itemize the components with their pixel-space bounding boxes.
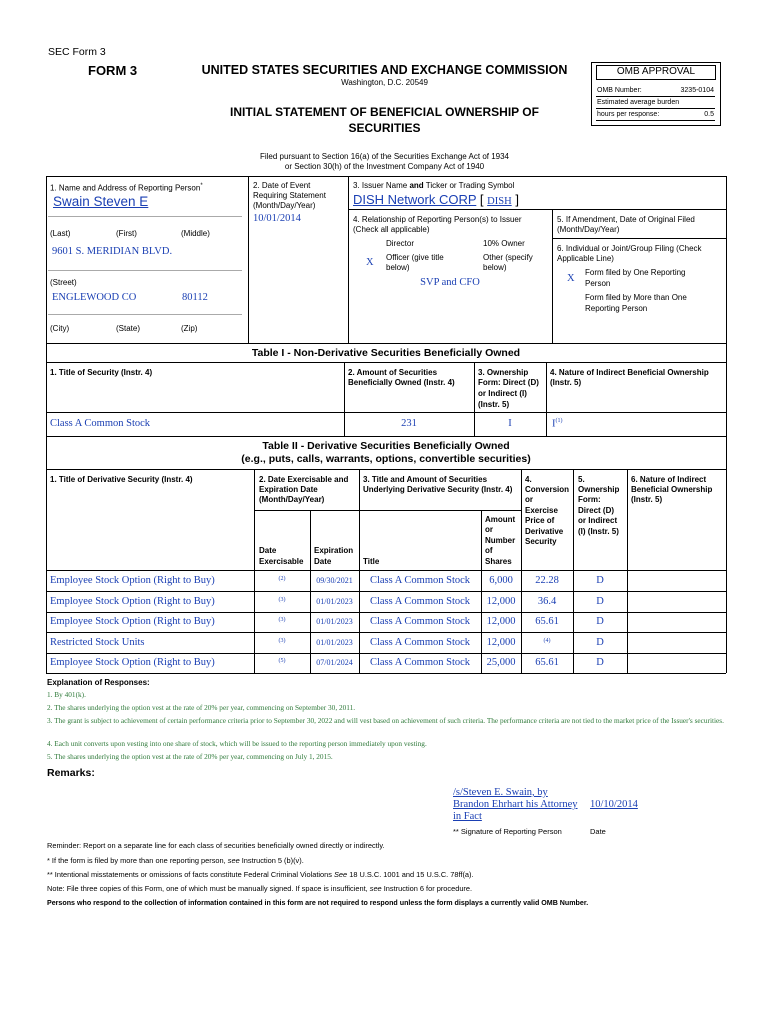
t2-col6-header-2: Beneficial Ownership [631, 485, 713, 494]
omb-title: OMB APPROVAL [616, 66, 696, 77]
city-value: ENGLEWOOD CO [52, 292, 137, 303]
explanation-note-5: 5. The shares underlying the option vest at the rate of 20% per year, commencing on July 1, 2015. [47, 752, 333, 761]
street-value: 9601 S. MERIDIAN BLVD. [52, 246, 173, 257]
t2-row-shares: 12,000 [486, 596, 516, 607]
ten-percent-owner-label: 10% Owner [483, 239, 525, 248]
t2-row-expiration: 09/30/2021 [316, 576, 353, 585]
t2-row-title: Class A Common Stock [369, 616, 471, 627]
t2-sub-date-1: Date [259, 546, 277, 555]
t2-sub-amount-4: of [485, 546, 493, 555]
t2-col5-header-6: (I) (Instr. 5) [578, 527, 619, 536]
t2-row-title: Class A Common Stock [369, 596, 471, 607]
t2-row-form: D [596, 616, 604, 627]
explanation-note-3: 3. The grant is subject to achievement of certain performance criteria prior to September 30, 2022 and will vest based on achievement of such criteria. The performance criteria are not tied to the market price of the Issuer's securities. [47, 716, 724, 725]
t1-col1-header: 1. Title of Security (Instr. 4) [50, 368, 153, 377]
reminder-text: Reminder: Report on a separate line for each class of securities beneficially owned directly or indirectly. [47, 841, 385, 850]
t2-col5-header-3: Form: [578, 495, 601, 504]
t2-col5-header-5: or Indirect [578, 516, 618, 525]
sec-form-label: SEC Form 3 [48, 46, 106, 58]
zip-value: 80112 [182, 292, 208, 303]
box2-label-2: Requiring Statement [253, 191, 326, 200]
city-label: (City) [50, 324, 70, 333]
officer-check-mark: X [366, 257, 374, 268]
explanation-note-1: 1. By 401(k). [47, 690, 86, 699]
form-title: FORM 3 [88, 63, 138, 78]
director-label: Director [386, 239, 415, 248]
remarks-heading: Remarks: [47, 767, 95, 779]
t2-col4-header-1: 4. [525, 475, 532, 484]
t2-row-exercisable: (5) [278, 658, 286, 664]
t2-col1-header: 1. Title of Derivative Security (Instr. 4) [50, 475, 193, 484]
t2-row-form: D [596, 596, 604, 607]
box4-label-1: 4. Relationship of Reporting Person(s) to Issuer [353, 215, 522, 224]
footer-note-3: Note: File three copies of this Form, one of which must be manually signed. If space is insufficient, see Instruction 6 for procedure. [47, 884, 473, 893]
t1-col2-header-2: Beneficially Owned (Instr. 4) [348, 378, 455, 387]
street-label: (Street) [50, 278, 77, 287]
t2-col6-header-1: 6. Nature of Indirect [631, 475, 707, 484]
table1-title: Table I - Non-Derivative Securities Beneficially Owned [251, 347, 521, 359]
t1-row-amount: 231 [401, 418, 417, 429]
t2-sub-amount-5: Shares [485, 557, 512, 566]
t2-col5-header-1: 5. [578, 475, 585, 484]
location: Washington, D.C. 20549 [341, 78, 428, 87]
t2-col4-header-3: or [525, 495, 533, 504]
t2-col5-header-2: Ownership [578, 485, 620, 494]
t2-col2-header-3: (Month/Day/Year) [259, 495, 325, 504]
more-person-label-1: Form filed by More than One [585, 293, 687, 302]
t2-col4-header-6: Derivative [525, 527, 564, 536]
commission-title: UNITED STATES SECURITIES AND EXCHANGE COMMISSION [201, 63, 568, 77]
t2-col2-header-2: Expiration Date [259, 485, 318, 494]
t2-row-title: Class A Common Stock [369, 575, 471, 586]
t2-row-security: Employee Stock Option (Right to Buy) [50, 575, 215, 586]
footer-note-2: ** Intentional misstatements or omissions of facts constitute Federal Criminal Violations See 18 U.S.C. 1001 and 15 U.S.C. 78ff(a). [47, 870, 474, 879]
ticker-open-bracket: [ [479, 192, 484, 207]
t1-row-form: I [508, 418, 512, 429]
omb-number-label: OMB Number: [597, 87, 642, 94]
more-person-label-2: Reporting Person [585, 304, 648, 313]
t2-row-security: Employee Stock Option (Right to Buy) [50, 616, 215, 627]
t2-row-form: D [596, 657, 604, 668]
t2-sub-amount-2: or [485, 525, 493, 534]
t2-row-exercisable: (2) [278, 576, 286, 582]
t2-col2-header-1: 2. Date Exercisable and [259, 475, 349, 484]
t2-row-price: 65.61 [535, 616, 559, 627]
event-date-value: 10/01/2014 [253, 213, 301, 224]
explanation-note-4: 4. Each unit converts upon vesting into one share of stock, which will be issued to the reporting person immediately upon vesting. [47, 739, 427, 748]
t2-row-security: Employee Stock Option (Right to Buy) [50, 596, 215, 607]
ticker-link[interactable]: DISH [487, 196, 512, 207]
footer-note-1: * If the form is filed by more than one reporting person, see Instruction 5 (b)(v). [47, 856, 304, 865]
explanation-note-2: 2. The shares underlying the option vest at the rate of 20% per year, commencing on September 30, 2011. [47, 703, 356, 712]
t1-col4-header-1: 4. Nature of Indirect Beneficial Ownership [550, 368, 709, 377]
omb-hours-value: 0.5 [704, 111, 714, 118]
t2-sub-amount-3: Number [485, 536, 516, 545]
t2-row-expiration: 01/01/2023 [316, 617, 353, 626]
t2-row-exercisable: (3) [278, 597, 286, 603]
one-person-label-1: Form filed by One Reporting [585, 268, 686, 277]
box6-label-1: 6. Individual or Joint/Group Filing (Check [557, 244, 702, 253]
t2-row-shares: 25,000 [486, 657, 516, 668]
officer-title-value: SVP and CFO [420, 277, 480, 288]
issuer-line [353, 192, 519, 207]
t2-row-price: 65.61 [535, 657, 559, 668]
box4-label-2: (Check all applicable) [353, 225, 430, 234]
officer-label-1: Officer (give title [386, 253, 444, 262]
first-label: (First) [116, 229, 137, 238]
statement-title-2: SECURITIES [348, 121, 421, 135]
t2-row-expiration: 01/01/2023 [316, 597, 353, 606]
middle-label: (Middle) [181, 229, 210, 238]
reporting-person-name[interactable]: Swain Steven E [53, 194, 149, 209]
omb-burden-label: Estimated average burden [597, 99, 680, 106]
zip-label: (Zip) [181, 324, 198, 333]
table2-title-2: (e.g., puts, calls, warrants, options, convertible securities) [241, 453, 531, 465]
t2-col5-header-4: Direct (D) [578, 506, 615, 515]
box3-label: 3. Issuer Name and Ticker or Trading Symbol [353, 181, 515, 190]
t1-col3-header-1: 3. Ownership [478, 368, 529, 377]
other-label-1: Other (specify [483, 253, 533, 262]
state-label: (State) [116, 324, 141, 333]
t2-row-exercisable: (3) [278, 638, 286, 644]
officer-label-2: below) [386, 263, 410, 272]
t2-col4-header-7: Security [525, 537, 557, 546]
t2-col4-header-5: Price of [525, 516, 555, 525]
issuer-name-link[interactable]: DISH Network CORP [353, 192, 477, 207]
filed-pursuant-1: Filed pursuant to Section 16(a) of the Securities Exchange Act of 1934 [259, 152, 510, 161]
filed-pursuant-2: or Section 30(h) of the Investment Company Act of 1940 [284, 162, 485, 171]
t2-row-security: Restricted Stock Units [50, 637, 145, 648]
table2-title-1: Table II - Derivative Securities Beneficially Owned [262, 440, 510, 452]
t2-row-shares: 12,000 [486, 637, 516, 648]
box2-label-3: (Month/Day/Year) [253, 201, 316, 210]
t2-row-expiration: 01/01/2023 [316, 638, 353, 647]
signature-date: 10/10/2014 [590, 799, 638, 810]
omb-hours-label: hours per response: [597, 111, 660, 118]
t1-col2-header-1: 2. Amount of Securities [348, 368, 438, 377]
t2-row-title: Class A Common Stock [369, 637, 471, 648]
last-label: (Last) [50, 229, 71, 238]
t1-col3-header-2: Form: Direct (D) [478, 378, 539, 387]
signature-line-2: Brandon Ehrhart his Attorney [453, 799, 578, 810]
ticker-close-bracket: ] [515, 192, 519, 207]
t2-row-exercisable: (3) [278, 617, 286, 623]
t2-col3-header-1: 3. Title and Amount of Securities [363, 475, 488, 484]
t2-row-form: D [596, 637, 604, 648]
other-label-2: below) [483, 263, 507, 272]
one-person-check-mark: X [567, 273, 575, 284]
t2-row-shares: 6,000 [489, 575, 513, 586]
t2-col4-header-2: Conversion [525, 485, 570, 494]
box5-label-1: 5. If Amendment, Date of Original Filed [557, 215, 695, 224]
t2-sub-exp-1: Expiration [314, 546, 354, 555]
box2-label-1: 2. Date of Event [253, 181, 311, 190]
t1-col3-header-4: (Instr. 5) [478, 400, 510, 409]
t2-row-security: Employee Stock Option (Right to Buy) [50, 657, 215, 668]
box1-label: 1. Name and Address of Reporting Person* [50, 183, 203, 193]
t2-sub-amount-1: Amount [485, 515, 516, 524]
t2-row-price: 22.28 [535, 575, 559, 586]
t2-row-shares: 12,000 [486, 616, 516, 627]
box5-label-2: (Month/Day/Year) [557, 225, 620, 234]
t2-sub-title: Title [363, 557, 380, 566]
box6-label-2: Applicable Line) [557, 254, 614, 263]
t1-row-nature: $I^{(1)}$ [552, 418, 563, 430]
t1-col4-header-2: (Instr. 5) [550, 378, 582, 387]
t1-col3-header-3: or Indirect (I) [478, 389, 527, 398]
explanation-heading: Explanation of Responses: [47, 678, 150, 687]
t2-sub-date-2: Exercisable [259, 557, 304, 566]
signature-label: ** Signature of Reporting Person [453, 827, 562, 836]
signature-line-1: /s/Steven E. Swain, by [453, 787, 548, 798]
omb-persons-notice: Persons who respond to the collection of information contained in this form are not required to respond unless the form displays a currently valid OMB Number. [47, 899, 589, 907]
t2-col4-header-4: Exercise [525, 506, 558, 515]
one-person-label-2: Person [585, 279, 611, 288]
signature-date-label: Date [590, 827, 606, 836]
t1-row-title: Class A Common Stock [50, 418, 151, 429]
t2-row-price: 36.4 [537, 596, 557, 607]
signature-line-3: in Fact [453, 811, 482, 822]
t2-row-form: D [596, 575, 604, 586]
t2-row-title: Class A Common Stock [369, 657, 471, 668]
t2-row-expiration: 07/01/2024 [316, 658, 353, 667]
omb-number-value: 3235-0104 [680, 87, 714, 94]
t2-sub-exp-2: Date [314, 557, 332, 566]
statement-title-1: INITIAL STATEMENT OF BENEFICIAL OWNERSHIP OF [230, 105, 539, 119]
t2-col3-header-2: Underlying Derivative Security (Instr. 4) [363, 485, 513, 494]
t2-row-price: (4) [543, 638, 551, 644]
t2-col6-header-3: (Instr. 5) [631, 495, 663, 504]
